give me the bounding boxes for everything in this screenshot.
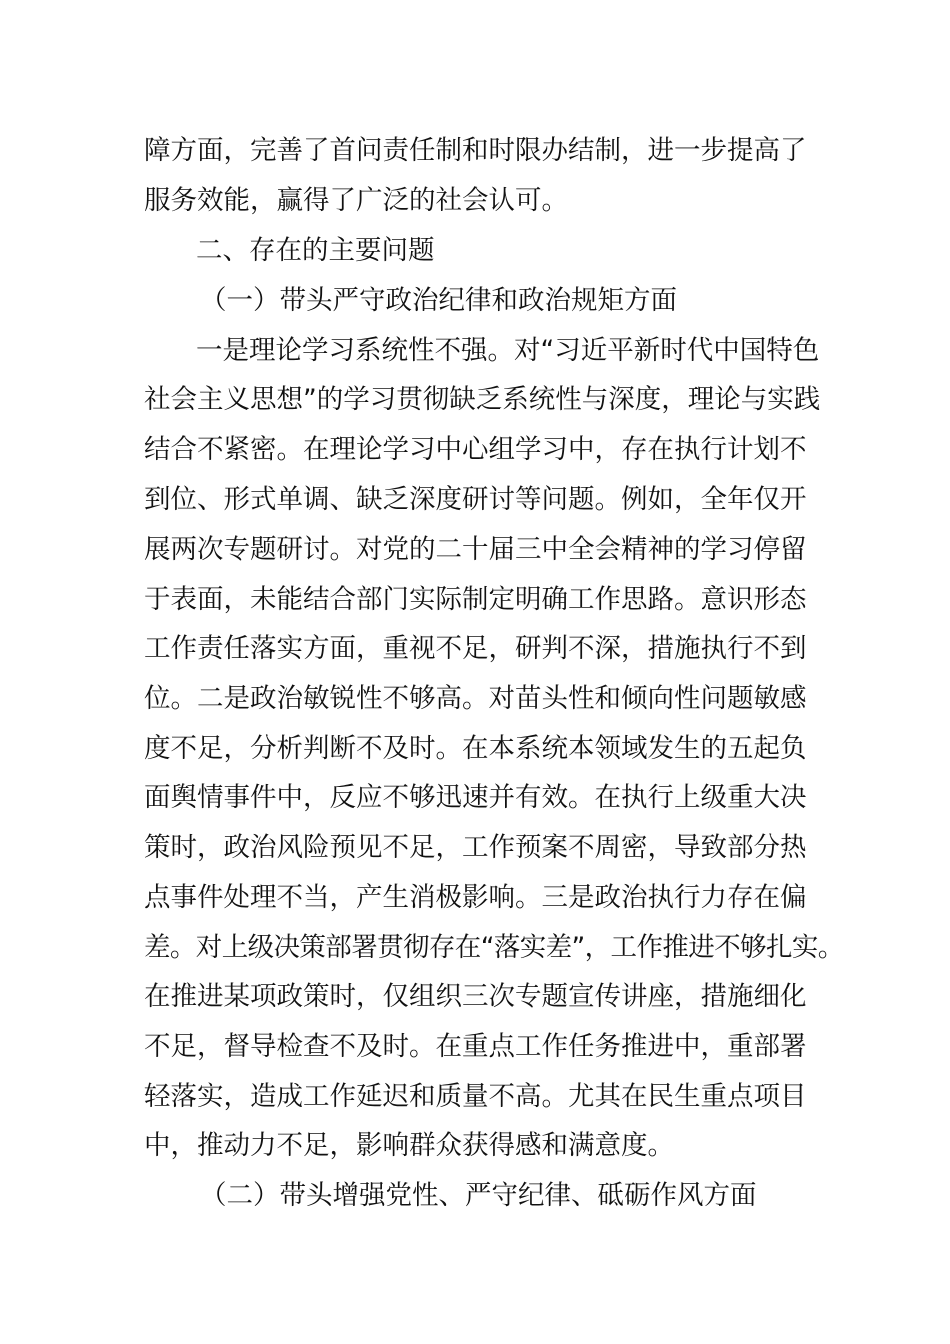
body-text-line: 中，推动力不足，影响群众获得感和满意度。 [144, 1130, 674, 1161]
body-text-line: 于表面，未能结合部门实际制定明确工作思路。意识形态 [144, 584, 807, 615]
body-text-line: 点事件处理不当，产生消极影响。三是政治执行力存在偏 [144, 882, 807, 913]
body-text-line: 障方面，完善了首问责任制和时限办结制，进一步提高了 [144, 135, 807, 166]
body-text-line: 差。对上级决策部署贯彻存在“落实差”，工作推进不够扎实。 [144, 932, 844, 963]
subsection-heading: （二）带头增强党性、严守纪律、砥砺作风方面 [200, 1180, 757, 1211]
body-text-line: 面舆情事件中，反应不够迅速并有效。在执行上级重大决 [144, 782, 807, 813]
body-text-line: 轻落实，造成工作延迟和质量不高。尤其在民生重点项目 [144, 1081, 807, 1112]
body-text-line: 展两次专题研讨。对党的二十届三中全会精神的学习停留 [144, 534, 807, 565]
body-text-line: 在推进某项政策时，仅组织三次专题宣传讲座，措施细化 [144, 981, 807, 1012]
body-text-line: 到位、形式单调、缺乏深度研讨等问题。例如，全年仅开 [144, 484, 807, 515]
section-heading: 二、存在的主要问题 [196, 235, 435, 266]
body-text-line: 策时，政治风险预见不足，工作预案不周密，导致部分热 [144, 832, 807, 863]
body-text-line: 社会主义思想”的学习贯彻缺乏系统性与深度，理论与实践 [144, 384, 821, 415]
body-text-line: 结合不紧密。在理论学习中心组学习中，存在执行计划不 [144, 434, 807, 465]
subsection-heading: （一）带头严守政治纪律和政治规矩方面 [200, 285, 677, 316]
body-text-line: 工作责任落实方面，重视不足，研判不深，措施执行不到 [144, 633, 807, 664]
body-text-line: 位。二是政治敏锐性不够高。对苗头性和倾向性问题敏感 [144, 683, 807, 714]
body-text-line: 一是理论学习系统性不强。对“习近平新时代中国特色 [196, 335, 820, 366]
body-text-line: 不足，督导检查不及时。在重点工作任务推进中，重部署 [144, 1031, 807, 1062]
body-text-line: 服务效能，赢得了广泛的社会认可。 [144, 185, 568, 216]
body-text-line: 度不足，分析判断不及时。在本系统本领域发生的五起负 [144, 733, 807, 764]
